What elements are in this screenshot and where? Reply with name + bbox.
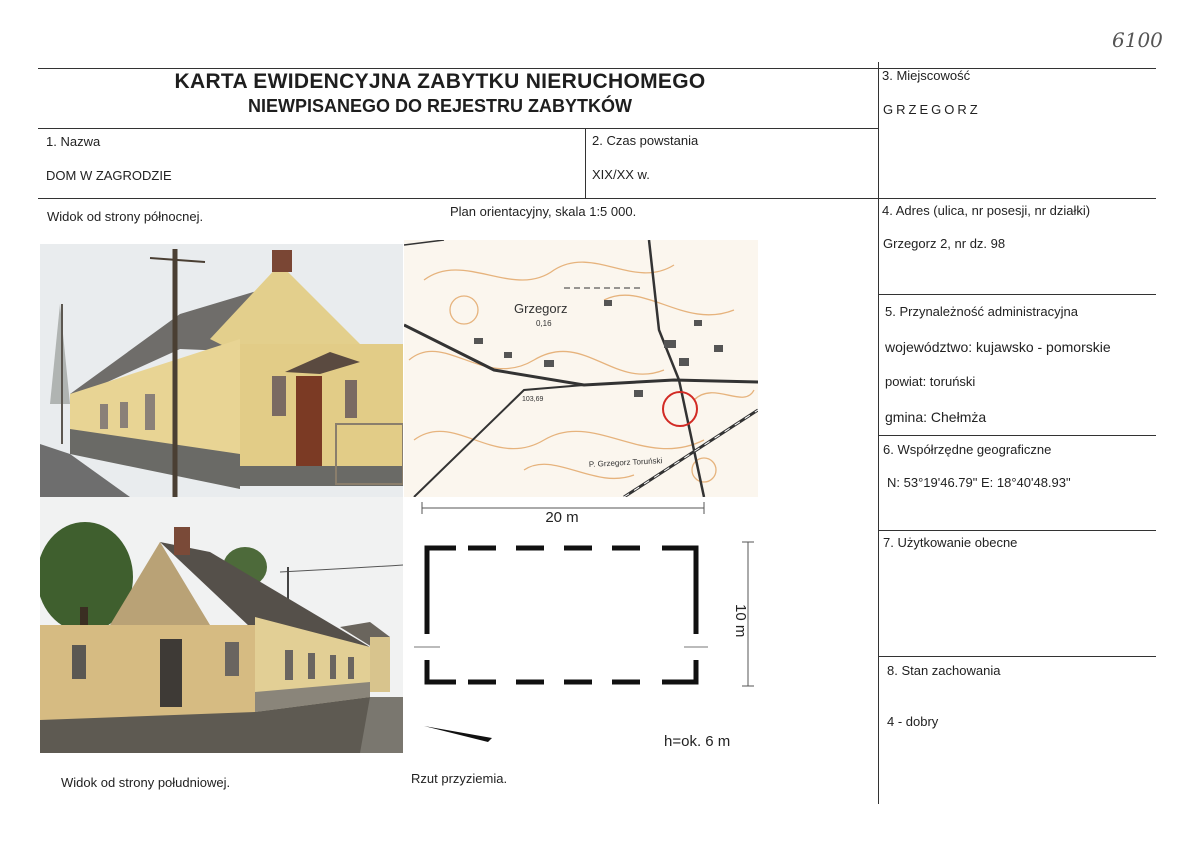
title-bottom-border [38, 128, 878, 129]
width-dimension-label: 20 m [545, 509, 579, 526]
height-label: h=ok. 6 m [664, 733, 731, 750]
locality-value: GRZEGORZ [883, 102, 981, 117]
address-value: Grzegorz 2, nr dz. 98 [883, 236, 1006, 251]
coords-bottom-border [878, 530, 1156, 531]
commune-value: gmina: Chełmża [885, 409, 987, 425]
coords-label: 6. Współrzędne geograficzne [883, 442, 1052, 457]
card-subtitle: NIEWPISANEGO DO REJESTRU ZABYTKÓW [247, 96, 633, 116]
locality-label: 3. Miejscowość [882, 68, 971, 83]
coords-value: N: 53°19'46.79" E: 18°40'48.93" [887, 475, 1071, 490]
card-title: KARTA EWIDENCYJNA ZABYTKU NIERUCHOMEGO [174, 70, 706, 93]
north-view-photo [40, 244, 403, 497]
map-spot-height: 103,69 [522, 396, 544, 403]
usage-bottom-border [878, 656, 1156, 657]
address-label: 4. Adres (ulica, nr posesji, nr działki) [882, 203, 1091, 218]
time-label: 2. Czas powstania [592, 133, 699, 148]
plan-caption: Plan orientacyjny, skala 1:5 000. [450, 204, 637, 219]
orientation-map [404, 240, 758, 497]
voivodeship-value: województwo: kujawsko - pomorskie [885, 339, 1111, 355]
map-elevation: 0,16 [536, 319, 552, 328]
name-row-bottom-border [38, 198, 1156, 199]
admin-bottom-border [878, 435, 1156, 436]
admin-label: 5. Przynależność administracyjna [885, 304, 1078, 319]
floor-plan-caption: Rzut przyziemia. [411, 771, 508, 786]
condition-value: 4 - dobry [887, 714, 939, 729]
top-border [38, 68, 1156, 69]
name-time-divider [585, 128, 586, 198]
depth-dimension-label: 10 m [732, 604, 749, 638]
handwritten-number: 6100 [1112, 28, 1163, 52]
south-view-photo [40, 497, 403, 753]
north-view-caption: Widok od strony północnej. [47, 209, 204, 224]
time-value: XIX/XX w. [592, 167, 650, 182]
south-view-caption: Widok od strony południowej. [61, 775, 231, 790]
county-value: powiat: toruński [885, 374, 976, 389]
map-place-name: Grzegorz [514, 301, 568, 316]
name-label: 1. Nazwa [46, 134, 101, 149]
floor-plan-drawing [404, 500, 760, 753]
usage-label: 7. Użytkowanie obecne [883, 535, 1018, 550]
name-value: DOM W ZAGRODZIE [46, 168, 172, 183]
address-bottom-border [878, 294, 1156, 295]
right-column-divider [878, 62, 879, 804]
map-station-label: P. Grzegorz Toruński [588, 456, 663, 469]
condition-label: 8. Stan zachowania [887, 663, 1001, 678]
